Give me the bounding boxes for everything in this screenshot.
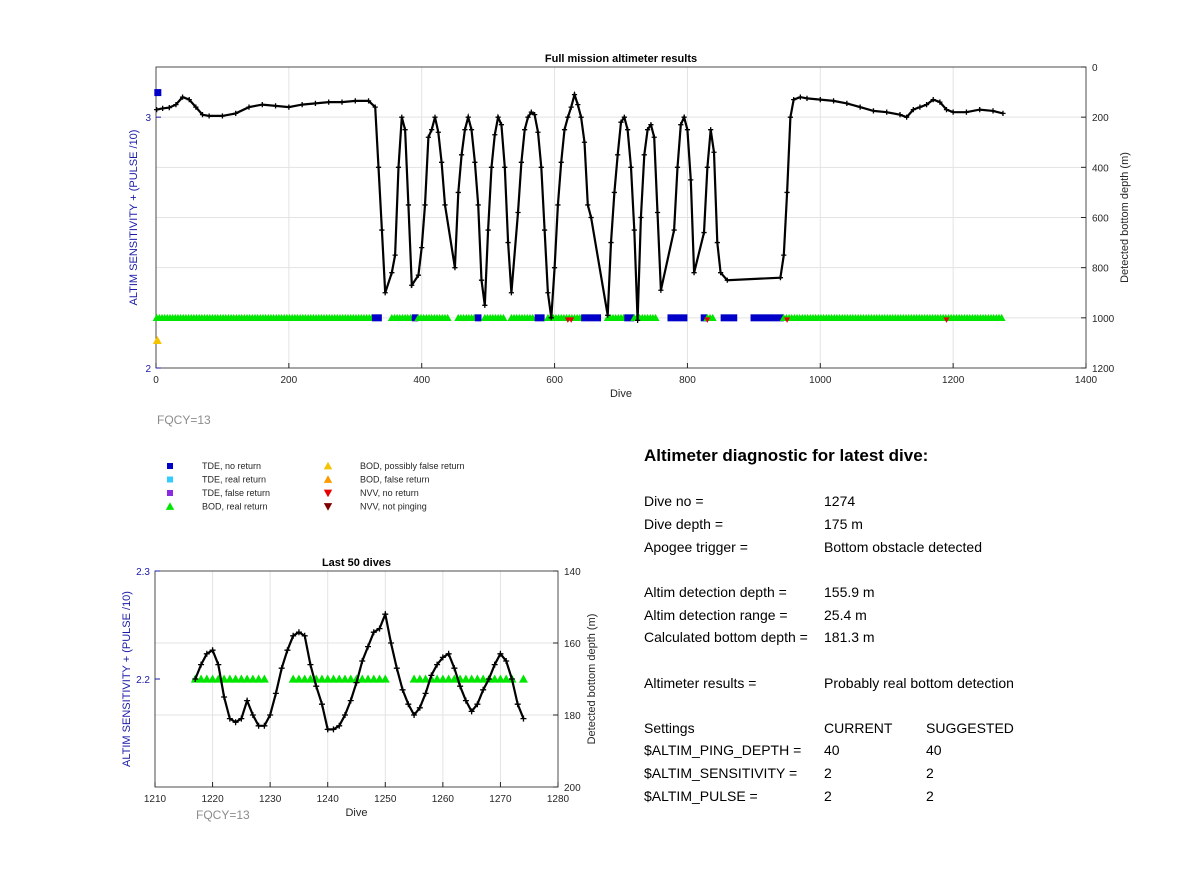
y-left-tick-label: 2.3 — [136, 567, 150, 578]
y-left-tick-label: 2.2 — [136, 675, 150, 686]
y-right-tick-label: 160 — [564, 639, 581, 650]
depth-point — [286, 105, 291, 110]
depth-point — [422, 202, 427, 207]
depth-point — [562, 127, 567, 132]
depth-point — [325, 726, 331, 732]
depth-point — [376, 165, 381, 170]
legend-triangle-up-icon — [166, 502, 174, 510]
depth-point — [154, 107, 159, 112]
y-right-tick-label: 200 — [564, 783, 581, 794]
x-tick-label: 400 — [413, 375, 431, 386]
depth-point — [215, 662, 221, 668]
depth-point — [871, 108, 876, 113]
depth-point — [459, 152, 464, 157]
depth-point — [439, 160, 444, 165]
depth-point — [565, 115, 570, 120]
depth-point — [658, 288, 663, 293]
depth-point — [313, 683, 319, 689]
x-tick-label: 1000 — [809, 375, 832, 386]
depth-point — [964, 110, 969, 115]
depth-point — [569, 105, 574, 110]
altim-detection-depth-value: 155.9 m — [824, 584, 875, 600]
depth-point — [452, 265, 457, 270]
x-axis-label: Dive — [609, 388, 633, 400]
altim-detection-range-value: 25.4 m — [824, 607, 867, 623]
y-right-tick-label: 1000 — [1092, 313, 1115, 325]
depth-point — [515, 701, 521, 707]
x-axis-label: Dive — [345, 807, 368, 819]
settings-header: Settings — [644, 720, 695, 736]
legend-label: TDE, false return — [202, 488, 271, 498]
legend-triangle-up-icon — [324, 462, 332, 470]
chart-title: Last 50 dives — [321, 557, 392, 569]
depth-point — [260, 102, 265, 107]
depth-point — [359, 658, 365, 664]
depth-point — [844, 101, 849, 106]
depth-point — [781, 253, 786, 258]
depth-point — [469, 127, 474, 132]
tde-no-return-marker — [372, 314, 382, 321]
depth-point — [382, 611, 388, 617]
depth-point — [466, 115, 471, 120]
depth-point — [608, 240, 613, 245]
depth-point — [399, 115, 404, 120]
y-right-tick-label: 0 — [1092, 63, 1098, 74]
legend-triangle-up-icon — [324, 475, 332, 483]
altim-detection-depth-label: Altim detection depth = — [644, 584, 787, 600]
bod-real-return-marker — [260, 675, 269, 683]
depth-point — [451, 665, 457, 671]
depth-point — [705, 165, 710, 170]
depth-point — [559, 160, 564, 165]
depth-point — [884, 110, 889, 115]
depth-point — [804, 96, 809, 101]
fqcy-label-top: FQCY=13 — [157, 413, 211, 427]
depth-point — [642, 152, 647, 157]
depth-point — [319, 701, 325, 707]
setting-suggested: 40 — [926, 742, 942, 758]
y-right-tick-label: 180 — [564, 711, 581, 722]
depth-point — [502, 165, 507, 170]
depth-point — [615, 152, 620, 157]
depth-point — [715, 240, 720, 245]
depth-point — [589, 215, 594, 220]
setting-current: 40 — [824, 742, 840, 758]
depth-point — [432, 115, 437, 120]
depth-point — [509, 290, 514, 295]
legend-label: TDE, real return — [202, 474, 267, 485]
depth-point — [394, 665, 400, 671]
x-tick-label: 1280 — [546, 794, 570, 805]
depth-point — [652, 135, 657, 140]
full-mission-chart — [0, 0, 1200, 430]
dive-no-label: Dive no = — [644, 493, 704, 509]
y-right-tick-label: 600 — [1092, 213, 1109, 225]
depth-point — [778, 275, 783, 280]
x-tick-label: 1240 — [316, 794, 339, 805]
calculated-bottom-depth-value: 181.3 m — [824, 629, 875, 645]
legend-label: BOD, real return — [202, 501, 268, 512]
legend-label: TDE, no return — [202, 461, 262, 471]
depth-point — [638, 215, 643, 220]
tde-no-return-marker — [721, 314, 738, 321]
depth-point — [1000, 111, 1005, 116]
diagnostic-title: Altimeter diagnostic for latest dive: — [644, 446, 929, 465]
depth-point — [858, 105, 863, 110]
depth-point — [685, 127, 690, 132]
setting-current: 2 — [824, 765, 832, 781]
y-left-tick-label: 2 — [145, 364, 151, 375]
y-right-axis-label: Detected bottom depth (m) — [1119, 152, 1131, 283]
x-tick-label: 1230 — [259, 794, 282, 805]
depth-point — [388, 640, 394, 646]
legend-square-icon — [167, 477, 173, 483]
calculated-bottom-depth-label: Calculated bottom depth = — [644, 629, 808, 645]
depth-point — [675, 165, 680, 170]
depth-point — [389, 270, 394, 275]
tde-no-return-marker — [535, 314, 545, 321]
depth-series-line — [157, 95, 1003, 321]
setting-suggested: 2 — [926, 788, 934, 804]
depth-point — [423, 690, 429, 696]
depth-point — [522, 127, 527, 132]
x-tick-label: 0 — [153, 375, 159, 386]
depth-point — [672, 227, 677, 232]
legend-triangle-down-icon — [324, 503, 332, 511]
depth-point — [393, 253, 398, 258]
y-right-tick-label: 800 — [1092, 263, 1109, 275]
depth-point — [711, 150, 716, 155]
tde-no-return-marker — [154, 89, 161, 96]
depth-point — [585, 202, 590, 207]
depth-point — [300, 102, 305, 107]
legend-label: BOD, false return — [360, 474, 430, 485]
tde-no-return-marker — [751, 314, 784, 321]
x-tick-label: 800 — [679, 375, 696, 386]
altimeter-results-value: Probably real bottom detection — [824, 675, 1014, 691]
depth-point — [579, 115, 584, 120]
setting-name: $ALTIM_PULSE = — [644, 788, 758, 804]
x-tick-label: 1220 — [201, 794, 224, 805]
depth-point — [472, 160, 477, 165]
dive-depth-value: 175 m — [824, 516, 863, 532]
bod-real-return-marker — [519, 675, 528, 683]
depth-point — [479, 278, 484, 283]
y-left-axis-label: ALTIM SENSITIVITY + (PULSE /10) — [121, 591, 133, 767]
tde-no-return-marker — [581, 314, 601, 321]
legend-label: BOD, possibly false return — [360, 461, 465, 471]
depth-point — [353, 98, 358, 103]
depth-point — [457, 683, 463, 689]
depth-point — [379, 227, 384, 232]
y-right-tick-label: 200 — [1092, 113, 1109, 125]
apogee-trigger-label: Apogee trigger = — [644, 539, 748, 555]
y-left-axis-label: ALTIM SENSITIVITY + (PULSE /10) — [128, 129, 140, 306]
tde-no-return-marker — [475, 314, 482, 321]
y-right-tick-label: 1200 — [1092, 364, 1115, 375]
depth-point — [520, 716, 526, 722]
depth-point — [419, 245, 424, 250]
depth-point — [572, 92, 577, 97]
legend-square-icon — [167, 490, 173, 496]
depth-point — [519, 160, 524, 165]
depth-point — [326, 100, 331, 105]
depth-point — [612, 190, 617, 195]
depth-point — [160, 106, 165, 111]
y-right-tick-label: 140 — [564, 567, 581, 578]
depth-point — [348, 698, 354, 704]
y-right-axis-label: Detected bottom depth (m) — [586, 613, 598, 745]
depth-point — [818, 97, 823, 102]
depth-point — [273, 690, 279, 696]
depth-point — [244, 698, 250, 704]
depth-point — [307, 662, 313, 668]
depth-point — [545, 290, 550, 295]
bod-real-return-marker — [381, 675, 390, 683]
depth-point — [701, 230, 706, 235]
legend-triangle-down-icon — [324, 490, 332, 498]
setting-name: $ALTIM_PING_DEPTH = — [644, 742, 802, 758]
depth-point — [515, 210, 520, 215]
legend-square-icon — [167, 463, 173, 469]
y-right-tick-label: 400 — [1092, 163, 1109, 175]
legend-label: NVV, no return — [360, 488, 419, 498]
tde-no-return-marker — [668, 314, 688, 321]
depth-point — [628, 165, 633, 170]
depth-point — [220, 113, 225, 118]
depth-point — [400, 687, 406, 693]
altim-detection-range-label: Altim detection range = — [644, 607, 788, 623]
apogee-trigger-value: Bottom obstacle detected — [824, 539, 982, 555]
x-tick-label: 1270 — [489, 794, 512, 805]
depth-point — [625, 127, 630, 132]
depth-point — [383, 290, 388, 295]
suggested-header: SUGGESTED — [926, 720, 1014, 736]
depth-point — [486, 227, 491, 232]
depth-point — [396, 165, 401, 170]
depth-point — [788, 115, 793, 120]
depth-point — [313, 101, 318, 106]
depth-point — [207, 113, 212, 118]
chart-title: Full mission altimeter results — [544, 53, 698, 65]
depth-point — [555, 202, 560, 207]
dive-depth-label: Dive depth = — [644, 516, 723, 532]
depth-point — [831, 98, 836, 103]
x-tick-label: 1250 — [374, 794, 397, 805]
depth-point — [273, 103, 278, 108]
depth-point — [708, 127, 713, 132]
setting-name: $ALTIM_SENSITIVITY = — [644, 765, 798, 781]
depth-point — [339, 100, 344, 105]
depth-point — [582, 140, 587, 145]
depth-point — [552, 265, 557, 270]
fqcy-label-bottom: FQCY=13 — [196, 808, 250, 822]
depth-point — [365, 644, 371, 650]
depth-point — [539, 165, 544, 170]
depth-point — [403, 127, 408, 132]
depth-point — [691, 270, 696, 275]
depth-point — [456, 190, 461, 195]
depth-point — [505, 240, 510, 245]
depth-point — [476, 202, 481, 207]
depth-point — [462, 127, 467, 132]
depth-point — [784, 190, 789, 195]
depth-point — [482, 303, 487, 308]
legend — [0, 450, 600, 550]
dive-no-value: 1274 — [824, 493, 856, 509]
depth-point — [632, 227, 637, 232]
depth-point — [535, 130, 540, 135]
depth-point — [977, 107, 982, 112]
x-tick-label: 1400 — [1074, 375, 1098, 386]
legend-label: NVV, not pinging — [360, 501, 427, 512]
depth-point — [442, 202, 447, 207]
x-tick-label: 1210 — [143, 794, 167, 805]
depth-point — [436, 130, 441, 135]
x-tick-label: 600 — [546, 375, 563, 386]
depth-point — [492, 132, 497, 137]
setting-suggested: 2 — [926, 765, 934, 781]
y-left-tick-label: 3 — [145, 113, 151, 125]
depth-point — [279, 665, 285, 671]
depth-point — [655, 210, 660, 215]
depth-point — [284, 647, 290, 653]
depth-point — [688, 177, 693, 182]
x-tick-label: 1260 — [431, 794, 454, 805]
bod-possibly-false-marker — [153, 336, 162, 344]
depth-point — [489, 165, 494, 170]
depth-point — [542, 227, 547, 232]
x-tick-label: 1200 — [942, 375, 965, 386]
x-tick-label: 200 — [280, 375, 298, 386]
last-50-dives-chart — [0, 550, 600, 850]
depth-point — [221, 694, 227, 700]
depth-point — [990, 108, 995, 113]
setting-current: 2 — [824, 788, 832, 804]
depth-point — [406, 202, 411, 207]
altimeter-results-label: Altimeter results = — [644, 675, 757, 691]
depth-series-line — [195, 614, 523, 729]
depth-point — [575, 102, 580, 107]
current-header: CURRENT — [824, 720, 893, 736]
